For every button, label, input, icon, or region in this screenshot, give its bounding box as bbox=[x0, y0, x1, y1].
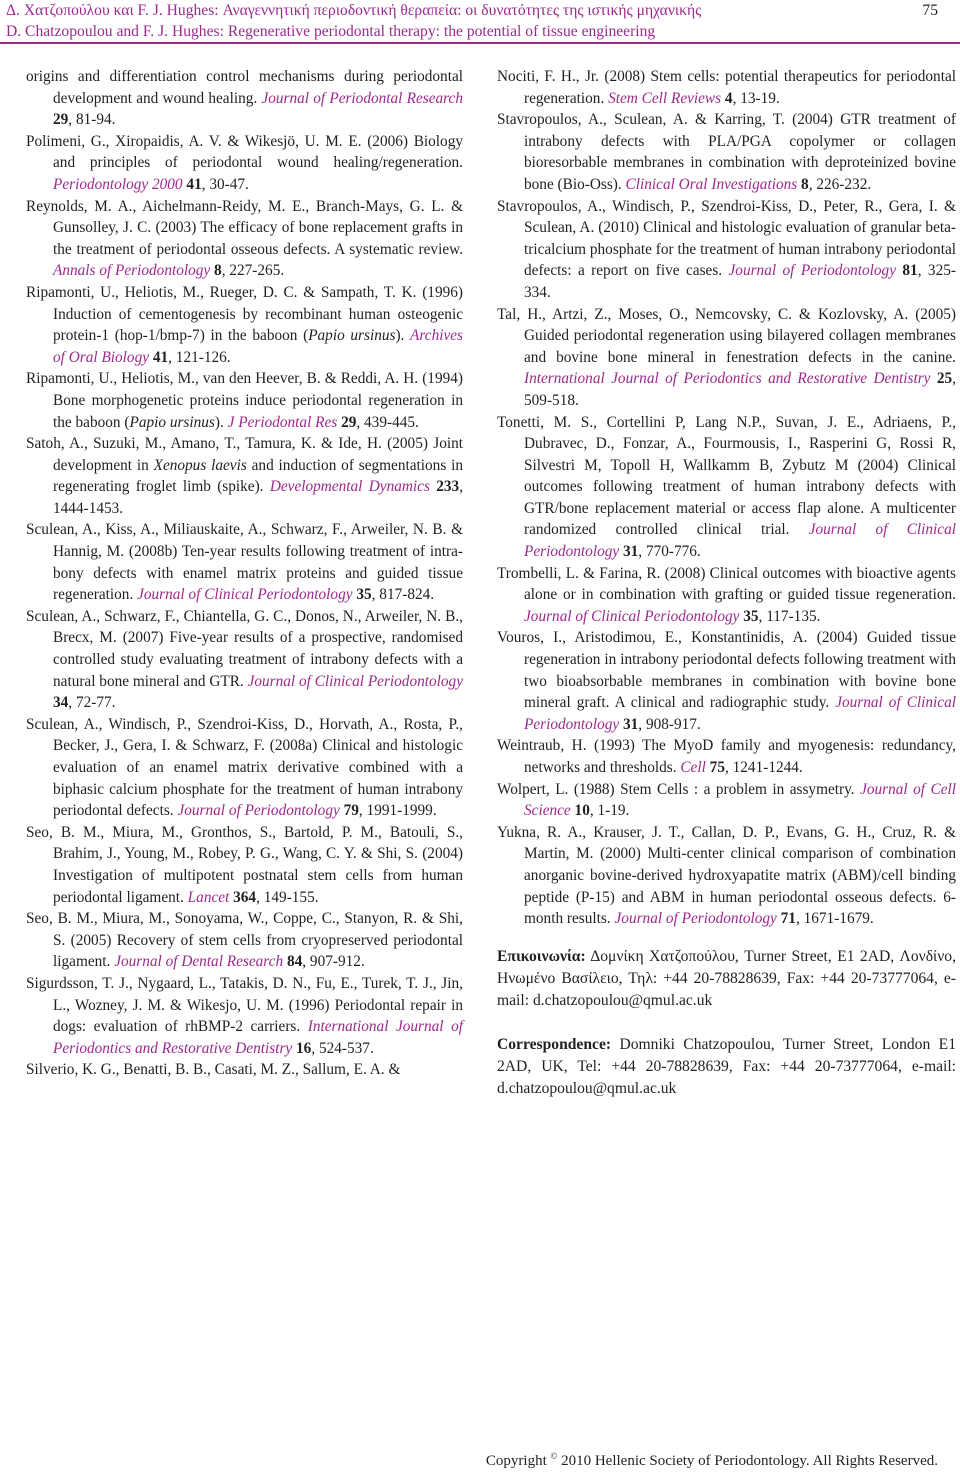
reference-entry bbox=[26, 282, 463, 368]
reference-entry bbox=[26, 131, 463, 196]
reference-entry bbox=[497, 412, 956, 563]
reference-journal: Journal of Clinical Periodontology bbox=[524, 607, 740, 625]
reference-text: ). bbox=[395, 327, 411, 345]
running-head-english: D. Chatzopoulou and F. J. Hughes: Regenerative periodontal therapy: the potential of tissue engineering bbox=[6, 23, 656, 40]
reference-pages: , 227-265. bbox=[221, 262, 285, 280]
reference-pages: , 907-912. bbox=[302, 953, 365, 971]
reference-entry bbox=[497, 735, 956, 778]
reference-entry bbox=[26, 908, 463, 973]
reference-pages: , 770-776. bbox=[638, 543, 701, 561]
reference-volume: 4 bbox=[721, 89, 733, 107]
copyright-text: Hellenic Society of Periodontology. All Rights Reserved. bbox=[591, 1453, 938, 1469]
reference-pages: , 509-518. bbox=[524, 370, 956, 409]
reference-text: Ripamonti, U., Heliotis, M., Rueger, D. C. & Sampath, T. K. (1996) Induction of cementogenesis by recombinant human osteogenic protein-1 (hop-1/bmp-7) in the baboon ( bbox=[26, 283, 463, 345]
reference-journal: International Journal of Periodontics and Restorative Dentistry bbox=[53, 1018, 463, 1057]
reference-pages: , 1-19. bbox=[589, 802, 630, 820]
reference-volume: 81 bbox=[895, 262, 918, 280]
reference-journal: Journal of Clinical Periodontology bbox=[247, 672, 463, 690]
reference-journal: Journal of Clinical Periodontology bbox=[137, 586, 353, 604]
header-rule bbox=[0, 42, 960, 44]
reference-text: Yukna, R. A., Krauser, J. T., Callan, D. P., Evans, G. H., Cruz, R. & Martin, M. (2000) Multi-center clinical comparison of combination anorganic bovine-derived hydroxyapatite matrix (ABM)/cell binding peptide (P-15) and ABM in human periodontal osseous defects. 6-month results. bbox=[497, 823, 956, 928]
reference-volume: 35 bbox=[739, 607, 759, 625]
reference-volume: 31 bbox=[619, 715, 639, 733]
reference-journal: Journal of Clinical Periodontology bbox=[524, 694, 956, 733]
reference-volume: 8 bbox=[797, 175, 809, 193]
reference-journal: Journal of Periodontal Research bbox=[261, 89, 463, 107]
reference-entry bbox=[26, 1059, 463, 1081]
reference-text: Satoh, A., Suzuki, M., Amano, T., Tamura, K. & Ide, H. (2005) Joint development in bbox=[26, 435, 463, 474]
reference-text: and induction of segmentations in regenerating froglet limb (spike). bbox=[53, 456, 464, 496]
reference-text: Seo, B. M., Miura, M., Gronthos, S., Bartold, P. M., Batouli, S., Brahim, J., Young, M., Robey, P. G., Wang, C. Y. & Shi, S. (2004) Investigation of multipotent postnatal stem cells from human periodontal ligament. bbox=[26, 823, 463, 906]
reference-pages: , 325-334. bbox=[524, 262, 956, 301]
reference-entry bbox=[497, 196, 956, 304]
reference-volume: 25 bbox=[930, 370, 953, 388]
running-head-greek: Δ. Χατζοπούλου και F. J. Hughes: Αναγεννητική περιοδοντική θεραπεία: οι δυνατότητες της ιστικής μηχανικής bbox=[6, 2, 702, 19]
reference-volume: 16 bbox=[292, 1039, 312, 1057]
reference-entry bbox=[497, 304, 956, 412]
contact-greek-label: Επικοινωνία: bbox=[497, 947, 586, 965]
reference-text: Stavropoulos, A., Windisch, P., Szendroi-Kiss, D., Peter, R., Gera, I. & Sculean, A. (2010) Clinical and histologic evaluation of granular beta-tricalcium phosphate for the treatment of human intrabony periodontal defects: a report on five cases. bbox=[497, 197, 956, 280]
reference-pages: , 72-77. bbox=[68, 694, 116, 712]
reference-volume: 34 bbox=[53, 694, 69, 712]
reference-text: Sculean, A., Windisch, P., Szendroi-Kiss, D., Horvath, A., Rosta, P., Becker, J., Gera, I. & Schwarz, F. (2008a) Clinical and histologic evaluation of an enamel matrix derivative combined with a biphasic calcium phosphate for the treatment of human intrabony periodontal defects. bbox=[26, 715, 463, 820]
reference-pages: , 524-537. bbox=[311, 1039, 374, 1057]
reference-text: Tonetti, M. S., Cortellini P, Lang N.P., Suvan, J. E., Adriaens, P., Dubravec, D., Fonzar, A., Fourmousis, I., Rasperini G, Rossi R, Silvestri M, Topoll H, Wallkamm B, Zybutz M (2004) Clinical outcomes following treatment of human intrabony defects with GTR/bone replacement material or access flap alone. A multicenter randomized controlled clinical trial. bbox=[497, 413, 956, 539]
reference-pages: , 13-19. bbox=[732, 89, 780, 107]
contact-english-label: Correspondence: bbox=[497, 1035, 612, 1053]
reference-pages: , 81-94. bbox=[68, 111, 116, 129]
reference-journal: Journal of Cell Science bbox=[524, 780, 956, 820]
reference-journal: Journal of Clinical Periodontology bbox=[524, 521, 956, 561]
reference-text: Ripamonti, U., Heliotis, M., van den Heever, B. & Reddi, A. H. (1994) Bone morphogenetic proteins induce periodontal regeneration in the baboon ( bbox=[26, 370, 463, 431]
reference-species: Papio ursinus bbox=[129, 413, 215, 431]
reference-journal: Journal of Dental Research bbox=[114, 953, 284, 971]
reference-journal: Journal of Periodontology bbox=[728, 262, 896, 280]
reference-volume: 41 bbox=[182, 175, 202, 193]
left-column-references bbox=[26, 66, 463, 1081]
reference-text: Polimeni, G., Xiropaidis, A. V. & Wikesjö, U. M. E. (2006) Biology and principles of periodontal wound healing/regeneration. bbox=[26, 132, 463, 172]
contact-greek-text: Δομνίκη Χατζοπούλου, Turner Street, E1 2AD, Λονδίνο, Ηνωμένο Βασίλειο, Τηλ: +44 20-78828639, Fax: +44 20-73777064, e-mail: d.chatzopoulou@qmul.ac.uk bbox=[497, 947, 956, 1009]
reference-journal: Cell bbox=[680, 759, 706, 776]
reference-entry bbox=[497, 66, 956, 109]
reference-entry bbox=[26, 66, 463, 131]
reference-volume: 31 bbox=[619, 543, 639, 561]
copyright-prefix: Copyright bbox=[485, 1453, 547, 1469]
copyright-footer bbox=[486, 1447, 938, 1470]
reference-volume: 84 bbox=[283, 953, 303, 971]
reference-text: Tal, H., Artzi, Z., Moses, O., Nemcovsky, C. & Kozlovsky, A. (2005) Guided periodontal regeneration using bilayered collagen membranes and bovine bone mineral in fenestration defects in the canine. bbox=[497, 305, 956, 366]
reference-text: Reynolds, M. A., Aichelmann-Reidy, M. E., Branch-Mays, G. L. & Gunsolley, J. C. (2003) The efficacy of bone replacement grafts in the treatment of periodontal osseous defects. A systematic review. bbox=[26, 197, 463, 258]
reference-journal: Stem Cell Reviews bbox=[608, 89, 722, 107]
reference-journal: Journal of Periodontology bbox=[614, 910, 777, 928]
reference-text: Weintraub, H. (1993) The MyoD family and myogenesis: redundancy, networks and thresholds. bbox=[497, 737, 956, 776]
reference-text: Wolpert, L. (1988) Stem Cells : a problem in assymetry. bbox=[497, 780, 861, 798]
contact-english bbox=[497, 1034, 956, 1100]
reference-pages: , 1991-1999. bbox=[358, 802, 437, 820]
copyright-symbol: © bbox=[550, 1451, 558, 1461]
reference-entry bbox=[26, 822, 463, 908]
reference-entry bbox=[497, 109, 956, 195]
reference-pages: , 117-135. bbox=[758, 607, 821, 625]
reference-text: Silverio, K. G., Benatti, B. B., Casati, M. Z., Sallum, E. A. & bbox=[26, 1061, 401, 1079]
reference-journal: International Journal of Periodontics and Restorative Dentistry bbox=[524, 370, 931, 388]
reference-text: Nociti, F. H., Jr. (2008) Stem cells: potential therapeutics for periodontal regeneration. bbox=[497, 68, 956, 107]
reference-volume: 79 bbox=[339, 802, 359, 820]
reference-pages: , 1444-1453. bbox=[53, 478, 464, 517]
contact-greek bbox=[497, 946, 956, 1012]
right-column bbox=[497, 66, 956, 1115]
reference-entry bbox=[497, 627, 956, 735]
reference-pages: , 817-824. bbox=[371, 586, 435, 604]
reference-pages: , 226-232. bbox=[808, 175, 872, 193]
reference-entry bbox=[497, 822, 956, 930]
reference-entry bbox=[26, 973, 463, 1059]
reference-volume: 35 bbox=[352, 586, 372, 604]
reference-text: Sculean, A., Kiss, A., Miliauskaite, A., Schwarz, F., Arweiler, N. B. & Hannig, M. (2008b) Ten-year results following treatment of intra-bony defects with enamel matrix proteins and guided tissue regeneration. bbox=[26, 521, 463, 604]
reference-pages: , 30-47. bbox=[201, 175, 249, 193]
reference-text: Trombelli, L. & Farina, R. (2008) Clinical outcomes with bioactive agents alone or in combination with grafting or guided tissue regeneration. bbox=[497, 564, 956, 604]
reference-journal: Lancet bbox=[187, 888, 230, 906]
reference-entry bbox=[26, 433, 463, 519]
reference-volume: 29 bbox=[53, 111, 69, 129]
copyright-year: 2010 bbox=[561, 1453, 592, 1469]
reference-entry bbox=[26, 714, 463, 822]
reference-journal: J Periodontal Res bbox=[227, 413, 338, 431]
reference-species: Papio ursinus bbox=[308, 327, 396, 345]
reference-pages: , 121-126. bbox=[168, 348, 231, 366]
reference-species: Xenopus laevis bbox=[153, 456, 247, 474]
reference-entry bbox=[26, 368, 463, 433]
reference-text: Vouros, I., Aristodimou, E., Konstantinidis, A. (2004) Guided tissue regeneration in intrabony periodontal defects following treatment with two bioabsorbable membranes in combination with bovine bone mineral graft. A clinical and radiographic study. bbox=[497, 629, 956, 712]
reference-pages: , 439-445. bbox=[356, 413, 419, 431]
reference-entry bbox=[26, 519, 463, 605]
reference-pages: , 908-917. bbox=[638, 715, 701, 733]
contact-english-text: Domniki Chatzopoulou, Turner Street, London E1 2AD, UK, Tel: +44 20-78828639, Fax: +44 20-73777064, e-mail: d.chatzopoulou@qmul.ac.uk bbox=[497, 1035, 956, 1097]
reference-journal: Annals of Periodontology bbox=[53, 262, 211, 280]
reference-volume: 71 bbox=[776, 910, 796, 928]
reference-journal: Clinical Oral Investigations bbox=[625, 175, 798, 193]
reference-volume: 233 bbox=[429, 478, 460, 496]
reference-text: origins and differentiation control mechanisms during periodontal development and wound healing. bbox=[26, 68, 463, 107]
reference-text: Seo, B. M., Miura, M., Sonoyama, W., Coppe, C., Stanyon, R. & Shi, S. (2005) Recovery of stem cells from cryopreserved periodontal ligament. bbox=[26, 910, 463, 971]
reference-pages: , 1671-1679. bbox=[795, 910, 874, 928]
reference-volume: 41 bbox=[149, 348, 169, 366]
reference-text: ). bbox=[214, 413, 228, 431]
reference-volume: 75 bbox=[705, 759, 725, 776]
reference-journal: Periodontology 2000 bbox=[53, 175, 183, 193]
reference-text: Sculean, A., Schwarz, F., Chiantella, G. C., Donos, N., Arweiler, N. B., Brecx, M. (2007) Five-year results of a prospective, randomised controlled study evaluating treatment of intrabony defects with a natural bone mineral and GTR. bbox=[26, 607, 463, 690]
reference-volume: 8 bbox=[210, 262, 222, 280]
reference-journal: Journal of Periodontology bbox=[177, 802, 340, 820]
reference-journal: Archives of Oral Biology bbox=[53, 327, 463, 366]
reference-pages: , 149-155. bbox=[256, 888, 319, 906]
reference-volume: 364 bbox=[229, 888, 257, 906]
reference-entry bbox=[497, 779, 956, 822]
reference-volume: 29 bbox=[337, 413, 357, 431]
reference-text: Stavropoulos, A., Sculean, A. & Karring, T. (2004) GTR treatment of intrabony defects with PLA/PGA copolymer or collagen bioresorbable membranes in combination with deproteinized bovine bone (Bio-Oss). bbox=[497, 111, 956, 193]
reference-pages: , 1241-1244. bbox=[724, 759, 803, 776]
reference-volume: 10 bbox=[570, 802, 590, 820]
page-number: 75 bbox=[922, 2, 938, 19]
reference-entry bbox=[26, 196, 463, 282]
right-column-references bbox=[497, 66, 956, 930]
reference-entry bbox=[497, 563, 956, 628]
reference-text: Sigurdsson, T. J., Nygaard, L., Tatakis, D. N., Fu, E., Turek, T. J., Jin, L., Wozney, J. M. & Wikesjo, U. M. (1996) Periodontal repair in dogs: evaluation of rhBMP-2 carriers. bbox=[26, 974, 463, 1036]
reference-entry bbox=[26, 606, 463, 714]
running-head bbox=[6, 0, 940, 42]
reference-journal: Developmental Dynamics bbox=[269, 478, 430, 496]
